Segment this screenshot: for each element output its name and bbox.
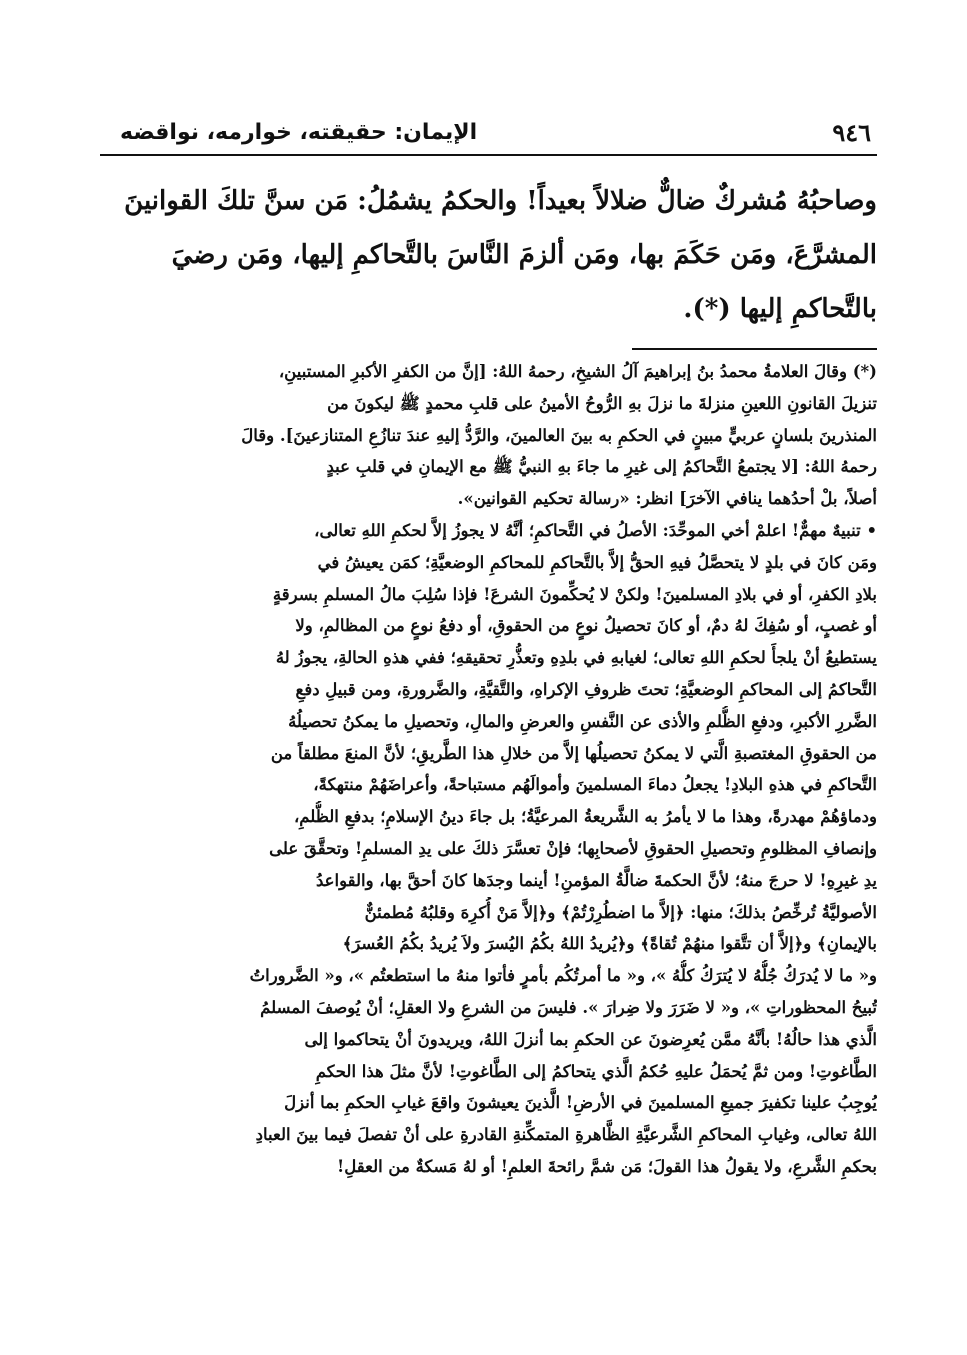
footnote-line: (*) وقالَ العلامةُ محمدُ بنُ إبراهيمَ آلُ الشيخِ، رحمهُ اللهُ: [إنَّ من الكفرِ الأكبرِ المستبينِ، — [278, 362, 877, 381]
footnote-line: أو غصبٍ، أو سُفِكَ لهُ دمٌ، أو كانَ تحصيلُ نوعٍ من الحقوقِ، أو دفعُ نوعٍ من المظالمِ، ولا — [295, 616, 877, 636]
footnote-line: بالإيمانِ﴾ و﴿إلاَّ أن تتَّقوا منهُمْ تُقاةً﴾ و﴿يُريدُ اللهُ بكُمُ اليُسرَ ولاَ يُريدُ بكُمُ العُسرَ﴾ — [342, 934, 877, 954]
footnote-line: الطَّاغوتِ! ومن ثمَّ يُحمَلُ عليهِ حُكمُ الَّذي يتحاكمُ إلى الطَّاغوتِ! لأنَّ مثلَ هذا الحكمِ — [315, 1061, 877, 1081]
footnote-line: التَّحاكمِ في هذهِ البلادِ! يجعلُ دماءَ المسلمينَ وأموالَهُم مستباحةً، وأعراضَهُمْ منتهكةً، — [313, 775, 877, 795]
footnote-line: يدِ غيرِهِ! لا حرجَ منهُ؛ لأنَّ الحكمةَ ضالَّةُ المؤمنِ! أينما وجدَها كانَ أحقَّ بها، والقواعدُ — [316, 870, 877, 890]
footnote-line: بحكمِ الشَّرعِ، ولا يقولُ هذا القولَ؛ مَن شمَّ رائحةَ العلمِ! أو لهُ مَسكةٌ من العقلِ! — [337, 1156, 877, 1176]
footnotes — [100, 356, 877, 1183]
footnote-line: المنذرينَ بلسانٍ عربيٍّ مبينٍ في الحكمِ به بينَ العالمينَ، والرَّدُّ إليهِ عندَ تنازُعِ المتنازعينَ]. وقالَ — [241, 425, 877, 445]
footnote-line: ودماؤهُمْ مهدرةً، وهذا ما لا يأمرُ به الشَّريعةُ المرعيَّةُ؛ بل جاءَ دينُ الإسلامِ؛ بدفعِ الظُّلمِ، — [293, 807, 877, 827]
footnote-line: اللهُ تعالى، وغيابِ المحاكمِ الشَّرعيَّةِ الظَّاهرةِ المتمكِّنةِ القادرةِ على أنْ تفصلَ فيما بينَ العبادِ — [255, 1125, 877, 1145]
footnote-line: الضَّررِ الأكبرِ، ودفعِ الظُّلمِ والأذى عن النَّفسِ والعرضِ والمالِ، وتحصيلِ ما يمكنُ تحصيلُهُ — [288, 711, 877, 731]
footnote-line: الأصوليَّةُ تُرخِّصُ بذلكَ؛ منها: ﴿إلاَّ ما اضطُرِرْتُمْ﴾ و﴿إلاَّ مَنْ أُكرِهَ وقلبُهُ مُطمئنٌّ — [364, 902, 877, 922]
page-number: ٩٤٦ — [832, 118, 871, 147]
footnote-line: الَّذي هذا حالُهُ! بأنَّهُ ممَّن يُعرِضونَ عن الحكمِ بما أنزلَ اللهُ، ويريدونَ أنْ يتحاكموا إلى — [304, 1029, 877, 1049]
footnote-divider — [632, 348, 877, 350]
main-text — [100, 174, 877, 336]
footnote-line: • تنبيهٌ مهمٌّ! اعلمْ أخي الموحِّدَ: الأصلُ في التَّحاكمِ؛ أنَّهُ لا يجوزُ إلاَّ لحكمِ اللهِ تعالى، — [314, 520, 877, 540]
main-text-line: بالتَّحاكمِ إليها (*). — [683, 294, 877, 324]
footnote-line: رحمهُ اللهُ: [لا يجتمعُ التَّحاكمُ إلى غيرِ ما جاءَ بهِ النبيُّ ﷺ مع الإيمانِ في قلبِ عبدٍ — [326, 457, 877, 477]
footnote-line: تنزيلَ القانونِ اللعينِ منزلةَ ما نزلَ بهِ الرُّوحُ الأمينُ على قلبِ محمدٍ ﷺ ليكونَ من — [327, 393, 877, 413]
footnote-line: يستطيعُ أنْ يلجأَ لحكمِ اللهِ تعالى؛ لغيابهِ في بلدِهِ وتعذُّرِ تحقيقهِ؛ ففي هذهِ الحالةِ، يجوزُ لهُ — [275, 648, 877, 668]
footnote-line: أصلاً، بلْ أحدُهما ينافي الآخرَ] انظر: «رسالة تحكيم القوانين». — [457, 489, 877, 509]
footnote-line: تُبيحُ المحظوراتِ »، و« لا ضَرَرَ ولا ضِرارَ ». فليسَ من الشرعِ ولا العقلِ؛ أنْ يُوصفَ المسلمُ — [260, 997, 877, 1017]
page-header — [100, 110, 877, 156]
footnote-line: و« ما لا يُدرَكُ جُلُّهُ لا يُترَكُ كلُّهُ »، و« ما أمرتُكُم بأمرٍ فأتوا منهُ ما استطعتُم »، و« الضَّروراتُ — [249, 966, 877, 986]
footnote-line: يُوجِبُ علينا تكفيرَ جميعِ المسلمينَ في الأرضِ! الَّذينَ يعيشونَ واقعَ غيابِ الحكمِ بما أنزلَ — [284, 1093, 877, 1113]
footnote-line: ومَن كانَ في بلدٍ لا يتحصَّلُ فيهِ الحقُّ إلاَّ بالتَّحاكمِ للمحاكمِ الوضعيَّةِ؛ كمَن يعيشُ في — [317, 552, 877, 572]
running-title: الإيمان: حقيقته، خوارمه، نواقضه — [120, 120, 478, 145]
footnote-line: من الحقوقِ المغتصبةِ الَّتي لا يمكنُ تحصيلُها إلاَّ من خلالِ هذا الطَّريقِ؛ لأنَّ المنعَ مطلقاً من — [270, 743, 877, 763]
main-text-line: وصاحبُهُ مُشركٌ ضالٌّ ضلالاً بعيداً! والحكمُ يشمُلُ: مَن سنَّ تلكَ القوانينَ — [124, 186, 877, 216]
footnote-line: بلادِ الكفرِ، أو في بلادِ المسلمينَ! ولكنْ لا يُحكِّمونَ الشرعَ! فإذا سُلِبَ مالُ المسلمِ بسرقةٍ — [272, 584, 877, 604]
footnote-line: وإنصافِ المظلومِ وتحصيلِ الحقوقِ لأصحابِها؛ فإنْ تعسَّرَ ذلكَ على يدِ المسلمِ! وتحقَّقَ على — [269, 838, 877, 858]
footnote-line: التَّحاكمُ إلى المحاكمِ الوضعيَّةِ؛ تحتَ ظروفِ الإكراهِ، والتَّقيَّةِ، والضَّرورةِ، ومن قبيلِ دفعِ — [295, 679, 877, 699]
main-text-line: المشرَّعَ، ومَن حَكَمَ بها، ومَن ألزمَ النَّاسَ بالتَّحاكمِ إليها، ومَن رضيَ — [171, 240, 877, 270]
